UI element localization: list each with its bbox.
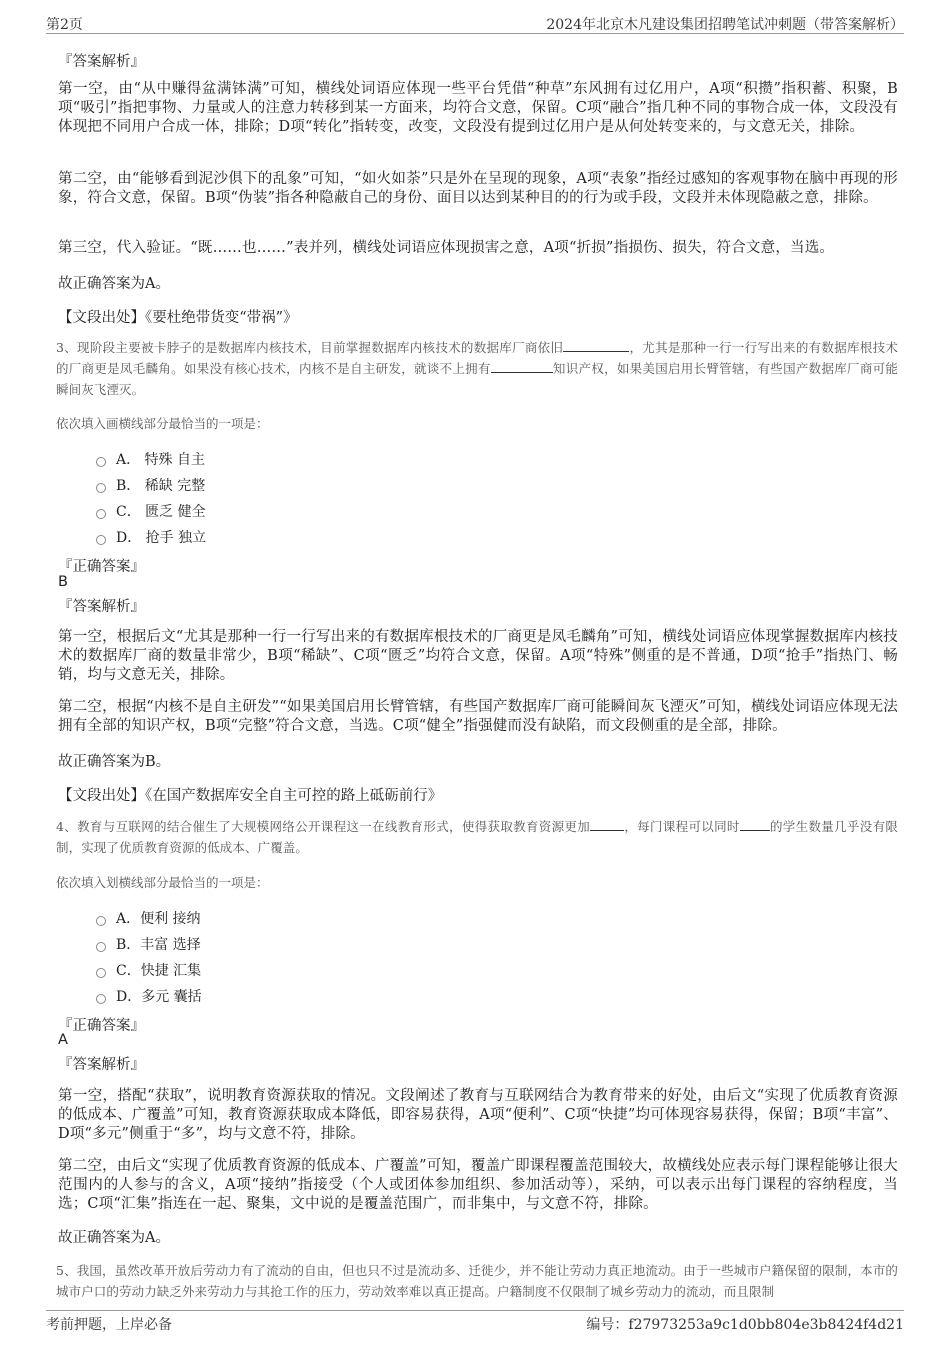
q4-option-d-label: D．多元 囊括 [116, 989, 202, 1005]
q4-analysis-para-2: 第二空，由后文“实现了优质教育资源的低成本、广覆盖”可知，覆盖广即课程覆盖范围较大，故横线处应表示每门课程能够让很大范围内的人参与的含义，A项“接纳”指接受（个人或团体参加组织、参加活动等），采纳，可以表示出每门课程的容纳程度，当选；C项“汇集”指连在一起、聚集，文中说的是覆盖范围广，而非集中，与文意不符，排除。 [58, 1158, 898, 1212]
q4-stem-part-3: 的学生数量几乎没有限制，实现了优质教育资源的低成本、广覆盖。 [56, 819, 898, 855]
q3-option-a[interactable] [96, 449, 205, 469]
radio-icon[interactable] [96, 483, 106, 493]
q3-source: 【文段出处】《在国产数据库安全自主可控的路上砥砺前行》 [58, 788, 443, 804]
q3-prompt: 依次填入画横线部分最恰当的一项是： [56, 416, 269, 431]
q3-option-c[interactable] [96, 501, 206, 521]
q4-answer-label: 『正确答案』 [58, 1018, 145, 1034]
q3-stem-part-2: ，尤其是那种一行一行写出来的有数据库根技术的厂商更是凤毛麟角。如果没有核心技术，内核不是自主研发，就谈不上拥有 [56, 340, 898, 376]
q3-option-b-label: B． 稀缺 完整 [116, 478, 206, 494]
q3-stem [56, 337, 898, 400]
q4-option-b-label: B．丰富 选择 [116, 937, 201, 953]
q2-source: 【文段出处】《要杜绝带货变“带祸”》 [58, 310, 298, 326]
q3-option-c-label: C． 匮乏 健全 [116, 504, 206, 520]
radio-icon[interactable] [96, 457, 106, 467]
q3-answer-label: 『正确答案』 [58, 559, 145, 575]
q4-stem-part-1: 4、教育与互联网的结合催生了大规模网络公开课程这一在线教育形式，使得获取教育资源更加 [56, 819, 591, 834]
document-title: 2024年北京木凡建设集团招聘笔试冲刺题（带答案解析） [546, 17, 904, 33]
document-serial: 编号：f27973253a9c1d0bb804e3b8424f4d21 [586, 1317, 904, 1333]
footer-slogan: 考前押题，上岸必备 [46, 1317, 172, 1333]
q3-option-d-label: D． 抢手 独立 [116, 530, 207, 546]
q3-analysis-para-2: 第二空，根据“内核不是自主研发”“如果美国启用长臂管辖，有些国产数据库厂商可能瞬间灰飞湮灭”可知，横线处词语应体现无法拥有全部的知识产权，B项“完整”符合文意，当选。C项“健全”指强健而没有缺陷，而文段侧重的是全部，排除。 [58, 699, 898, 734]
q3-option-d[interactable] [96, 527, 206, 547]
q2-analysis-label: 『答案解析』 [58, 54, 145, 70]
q3-stem-part-1: 3、现阶段主要被卡脖子的是数据库内核技术，目前掌握数据库内核技术的数据库厂商依旧 [56, 340, 564, 355]
q5-stem: 5、我国，虽然改革开放后劳动力有了流动的自由，但也只不过是流动多、迁徙少，并不能让劳动力真正地流动。由于一些城市户籍保留的限制，本市的城市户口的劳动力缺乏外来劳动力与其抢工作的压力，劳动效率难以真正提高。户籍制度不仅限制了城乡劳动力的流动，而且限制 [56, 1263, 898, 1299]
q4-option-a[interactable] [96, 908, 201, 928]
radio-icon[interactable] [96, 968, 106, 978]
q4-stem-part-2: ，每门课程可以同时 [624, 819, 740, 834]
page-number: 第2页 [46, 17, 83, 33]
q4-prompt: 依次填入划横线部分最恰当的一项是： [56, 875, 269, 890]
q2-analysis-para-1: 第一空，由“从中赚得盆满钵满”可知，横线处词语应体现一些平台凭借“种草”东风拥有过亿用户，A项“积攒”指积蓄、积聚，B项“吸引”指把事物、力量或人的注意力转移到某一方面来，均符合文意，保留。C项“融合”指几种不同的事物合成一体，文段没有体现把不同用户合成一体，排除；D项“转化”指转变，改变，文段没有提到过亿用户是从何处转变来的，与文意无关，排除。 [58, 81, 898, 135]
radio-icon[interactable] [96, 916, 106, 926]
q3-option-b[interactable] [96, 475, 205, 495]
q2-analysis-para-2: 第二空，由“能够看到泥沙俱下的乱象”可知，“如火如荼”只是外在呈现的现象，A项“表象”指经过感知的客观事物在脑中再现的形象，符合文意，保留。B项“伪装”指各种隐蔽自己的身份、面目以达到某种目的的行为或手段，文段并未体现隐蔽之意，排除。 [58, 171, 898, 206]
q3-option-a-label: A． 特殊 自主 [116, 452, 206, 468]
radio-icon[interactable] [96, 535, 106, 545]
q2-conclusion: 故正确答案为A。 [58, 276, 170, 292]
q4-answer: A [58, 1032, 68, 1048]
radio-icon[interactable] [96, 942, 106, 952]
radio-icon[interactable] [96, 509, 106, 519]
q4-option-c-label: C．快捷 汇集 [116, 963, 202, 979]
q4-stem [56, 816, 898, 858]
q4-conclusion: 故正确答案为A。 [58, 1230, 170, 1246]
q4-option-c[interactable] [96, 960, 201, 980]
q3-conclusion: 故正确答案为B。 [58, 754, 171, 770]
q3-stem-part-3: 知识产权，如果美国启用长臂管辖，有些国产数据库厂商可能瞬间灰飞湮灭。 [56, 361, 898, 397]
q3-answer: B [58, 574, 68, 590]
q4-blank-2 [740, 818, 770, 831]
q4-option-d[interactable] [96, 986, 202, 1006]
radio-icon[interactable] [96, 994, 106, 1004]
q4-analysis-label: 『答案解析』 [58, 1057, 145, 1073]
q3-analysis-para-1: 第一空，根据后文“尤其是那种一行一行写出来的有数据库根技术的厂商更是凤毛麟角”可知，横线处词语应体现掌握数据库内核技术的数据库厂商的数量非常少，B项“稀缺”、C项“匮乏”均符合文意，保留。A项“特殊”侧重的是不普通，D项“抢手”指热门、畅销，均与文意无关，排除。 [58, 629, 898, 683]
q2-analysis-para-3: 第三空，代入验证。“既……也……”表并列，横线处词语应体现损害之意，A项“折损”指损伤、损失，符合文意，当选。 [58, 240, 835, 256]
q4-option-b[interactable] [96, 934, 201, 954]
q3-blank-2 [491, 360, 553, 373]
header-divider [46, 33, 904, 34]
footer-divider [46, 1310, 904, 1311]
q3-analysis-label: 『答案解析』 [58, 599, 145, 615]
q4-option-a-label: A．便利 接纳 [116, 911, 201, 927]
q3-blank-1 [563, 339, 629, 352]
q4-blank-1 [590, 818, 624, 831]
q4-analysis-para-1: 第一空，搭配“获取”，说明教育资源获取的情况。文段阐述了教育与互联网结合为教育带来的好处，由后文“实现了优质教育资源的低成本、广覆盖”可知，教育资源获取成本降低，即容易获得，A项“便利”、C项“快捷”均可体现容易获得，保留；B项“丰富”、D项“多元”侧重于“多”，均与文意不符，排除。 [58, 1088, 898, 1142]
